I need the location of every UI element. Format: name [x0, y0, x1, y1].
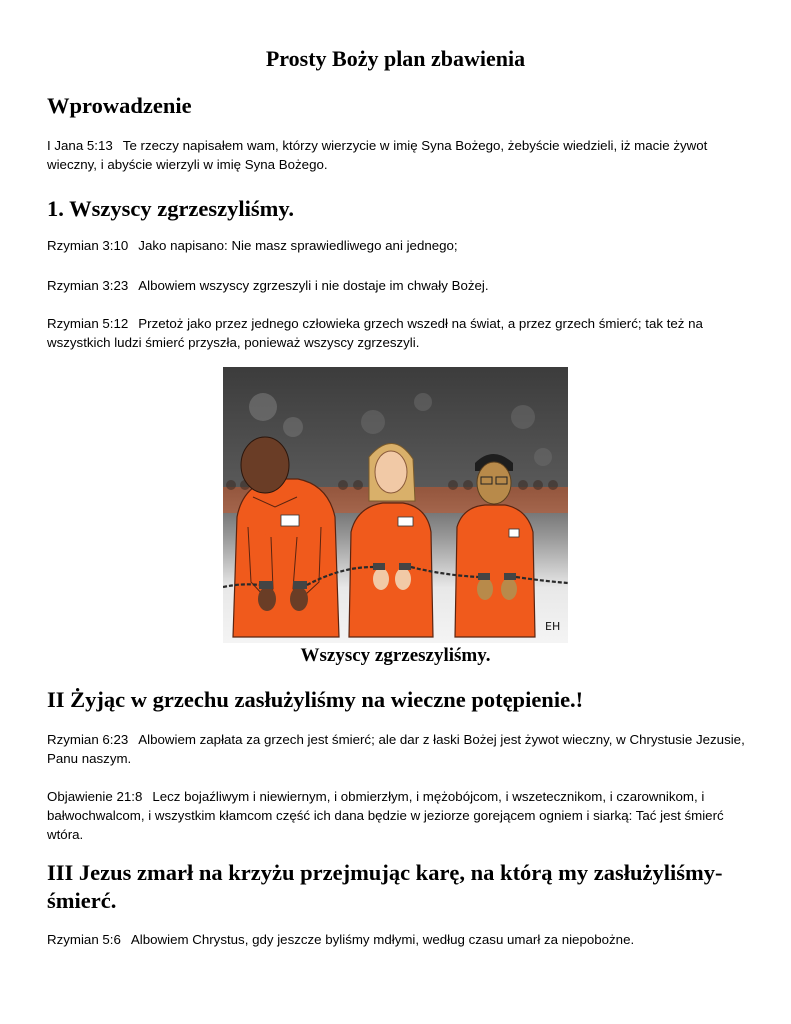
- prisoners-illustration-image: [223, 367, 568, 643]
- verse-reference: Rzymian 6:23: [47, 732, 129, 747]
- prisoners-illustration: [223, 367, 568, 643]
- verse-1jn-5-13: [47, 136, 747, 174]
- verse-text: Jako napisano: Nie masz sprawiedliwego ani jednego;: [138, 238, 458, 253]
- verse-text: Albowiem zapłata za grzech jest śmierć; ale dar z łaski Bożej jest żywot wieczny, w Chrystusie Jezusie, Panu naszym.: [47, 732, 745, 766]
- figure-caption: Wszyscy zgrzeszyliśmy.: [300, 645, 491, 666]
- verse-reference: Rzymian 5:6: [47, 932, 121, 947]
- section-heading-3: III Jezus zmarł na krzyżu przejmując karę, na którą my zasłużyliśmy- śmierć.: [47, 860, 723, 913]
- section-heading-2: II Żyjąc w grzechu zasłużyliśmy na wieczne potępienie.!: [47, 687, 584, 712]
- verse-text: Przetoż jako przez jednego człowieka grzech wszedł na świat, a przez grzech śmierć; tak też na wszystkich ludzi śmierć przyszła, ponieważ wszyscy zgrzeszyli.: [47, 316, 703, 350]
- verse-text: Albowiem Chrystus, gdy jeszcze byliśmy mdłymi, według czasu umarł za niepobożne.: [130, 932, 635, 947]
- verse-reference: Rzymian 3:23: [47, 278, 129, 293]
- verse-rom-3-23: [47, 276, 747, 295]
- verse-rev-21-8: [47, 787, 747, 844]
- verse-rom-3-10: [47, 236, 747, 255]
- section-heading-1: 1. Wszyscy zgrzeszyliśmy.: [47, 196, 295, 221]
- verse-text: Albowiem wszyscy zgrzeszyli i nie dostaje im chwały Bożej.: [138, 278, 489, 293]
- verse-rom-5-6: [47, 930, 747, 949]
- verse-text: Lecz bojaźliwym i niewiernym, i obmierzłym, i mężobójcom, i wszetecznikom, i czarownikom, i bałwochwalcom, i wszystkim kłamcom część ich dana będzie w jeziorze gorejącem ogniem i siarką: Tać jest śmierć wtóra.: [47, 789, 724, 842]
- verse-reference: Rzymian 3:10: [47, 238, 129, 253]
- verse-rom-5-12: [47, 314, 747, 352]
- section-heading-introduction: Wprowadzenie: [47, 93, 192, 118]
- verse-reference: I Jana 5:13: [47, 138, 113, 153]
- svg-text:EH: EH: [545, 620, 561, 633]
- verse-reference: Objawienie 21:8: [47, 789, 143, 804]
- verse-reference: Rzymian 5:12: [47, 316, 129, 331]
- verse-rom-6-23: [47, 730, 747, 768]
- verse-text: Te rzeczy napisałem wam, którzy wierzycie w imię Syna Bożego, żebyście wiedzieli, iż macie żywot wieczny, i abyście wierzyli w imię Syna Bożego.: [47, 138, 708, 172]
- page-title: Prosty Boży plan zbawienia: [265, 46, 526, 71]
